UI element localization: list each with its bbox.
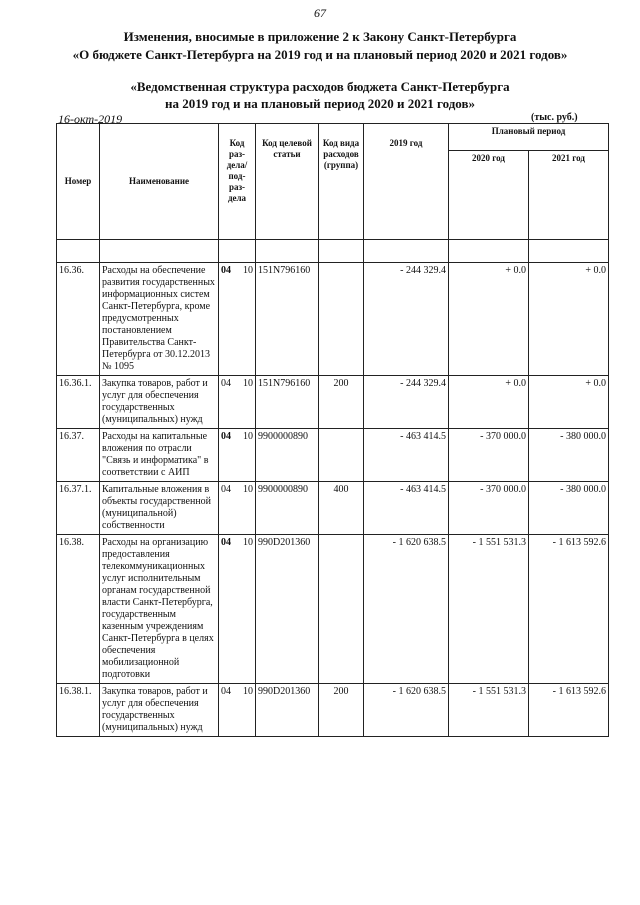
row-razdel	[219, 535, 256, 684]
row-razdel	[219, 684, 256, 737]
table-row	[57, 535, 609, 684]
row-number: 16.37.1.	[57, 482, 100, 535]
page-number: 67	[314, 6, 326, 20]
table-row	[57, 482, 609, 535]
row-vr	[319, 263, 364, 376]
row-2020: + 0.0	[449, 376, 529, 429]
row-2020: - 1 551 531.3	[449, 684, 529, 737]
row-number: 16.36.	[57, 263, 100, 376]
header-planned-period: Плановый период	[449, 124, 609, 151]
table-row	[57, 684, 609, 737]
row-razdel	[219, 376, 256, 429]
row-name: Капитальные вложения в объекты государственной (муниципальной) собственности	[100, 482, 219, 535]
row-cs: 990D201360	[256, 684, 319, 737]
row-cs: 990D201360	[256, 535, 319, 684]
header-spacer-row	[57, 240, 609, 263]
row-name: Закупка товаров, работ и услуг для обеспечения государственных (муниципальных) нужд	[100, 376, 219, 429]
document-subtitle	[0, 78, 640, 112]
row-pr: 10	[243, 537, 253, 548]
title-line-2: «О бюджете Санкт-Петербурга на 2019 год и на плановый период 2020 и 2021 годов»	[72, 47, 568, 62]
header-2020: 2020 год	[449, 151, 529, 240]
title-line-1: Изменения, вносимые в приложение 2 к Закону Санкт-Петербурга	[123, 29, 517, 44]
header-2021: 2021 год	[529, 151, 609, 240]
row-2020: - 1 551 531.3	[449, 535, 529, 684]
row-rz: 04	[221, 265, 231, 276]
table-body	[57, 263, 609, 737]
row-cs: 151N796160	[256, 263, 319, 376]
row-name: Расходы на капитальные вложения по отрасли "Связь и информатика" в соответствии с АИП	[100, 429, 219, 482]
row-2021: - 1 613 592.6	[529, 535, 609, 684]
header-vr: Код вида расходов (группа)	[319, 124, 364, 240]
row-cs: 9900000890	[256, 482, 319, 535]
row-pr: 10	[243, 484, 253, 495]
row-rz: 04	[221, 431, 231, 442]
row-number: 16.37.	[57, 429, 100, 482]
row-vr: 200	[319, 376, 364, 429]
row-2020: - 370 000.0	[449, 482, 529, 535]
row-rz: 04	[221, 484, 231, 495]
row-2019: - 1 620 638.5	[364, 684, 449, 737]
row-cs: 151N796160	[256, 376, 319, 429]
header-name: Наименование	[100, 124, 219, 240]
units-label: (тыс. руб.)	[531, 112, 578, 123]
row-pr: 10	[243, 265, 253, 276]
row-number: 16.38.1.	[57, 684, 100, 737]
row-number: 16.38.	[57, 535, 100, 684]
table-row	[57, 263, 609, 376]
row-2019: - 244 329.4	[364, 376, 449, 429]
row-2019: - 463 414.5	[364, 482, 449, 535]
header-razdel: Код раз- дела/ под- раз- дела	[219, 124, 256, 240]
row-razdel	[219, 482, 256, 535]
row-2019: - 463 414.5	[364, 429, 449, 482]
subtitle-line-1: «Ведомственная структура расходов бюджета Санкт-Петербурга	[130, 79, 510, 94]
row-rz: 04	[221, 686, 231, 697]
document-title	[0, 28, 640, 64]
row-razdel	[219, 429, 256, 482]
row-rz: 04	[221, 378, 231, 389]
row-2021: - 380 000.0	[529, 429, 609, 482]
row-name: Расходы на обеспечение развития государственных информационных систем Санкт-Петербурга, кроме предусмотренных постановлением Правительства Санкт-Петербурга от 30.12.2013 № 1095	[100, 263, 219, 376]
row-2020: - 370 000.0	[449, 429, 529, 482]
subtitle-line-2: на 2019 год и на плановый период 2020 и 2021 годов»	[164, 96, 475, 111]
row-2021: - 380 000.0	[529, 482, 609, 535]
row-vr: 200	[319, 684, 364, 737]
row-vr	[319, 535, 364, 684]
row-cs: 9900000890	[256, 429, 319, 482]
header-2019: 2019 год	[364, 124, 449, 240]
row-2021: + 0.0	[529, 263, 609, 376]
row-number: 16.36.1.	[57, 376, 100, 429]
row-name: Закупка товаров, работ и услуг для обеспечения государственных (муниципальных) нужд	[100, 684, 219, 737]
row-vr	[319, 429, 364, 482]
table-row	[57, 429, 609, 482]
row-2020: + 0.0	[449, 263, 529, 376]
row-name: Расходы на организацию предоставления телекоммуникационных услуг исполнительным органам государственной власти Санкт-Петербурга, государственным казенным учреждениям Санкт-Петербурга в целях обеспечения мобилизационной подготовки	[100, 535, 219, 684]
row-pr: 10	[243, 431, 253, 442]
row-2021: + 0.0	[529, 376, 609, 429]
expenditure-table	[56, 123, 609, 737]
row-vr: 400	[319, 482, 364, 535]
header-cs: Код целевой статьи	[256, 124, 319, 240]
row-2021: - 1 613 592.6	[529, 684, 609, 737]
row-razdel	[219, 263, 256, 376]
header-number: Номер	[57, 124, 100, 240]
table-row	[57, 376, 609, 429]
document-date: 16-окт-2019	[58, 112, 123, 126]
row-pr: 10	[243, 686, 253, 697]
row-2019: - 1 620 638.5	[364, 535, 449, 684]
row-rz: 04	[221, 537, 231, 548]
row-pr: 10	[243, 378, 253, 389]
row-2019: - 244 329.4	[364, 263, 449, 376]
